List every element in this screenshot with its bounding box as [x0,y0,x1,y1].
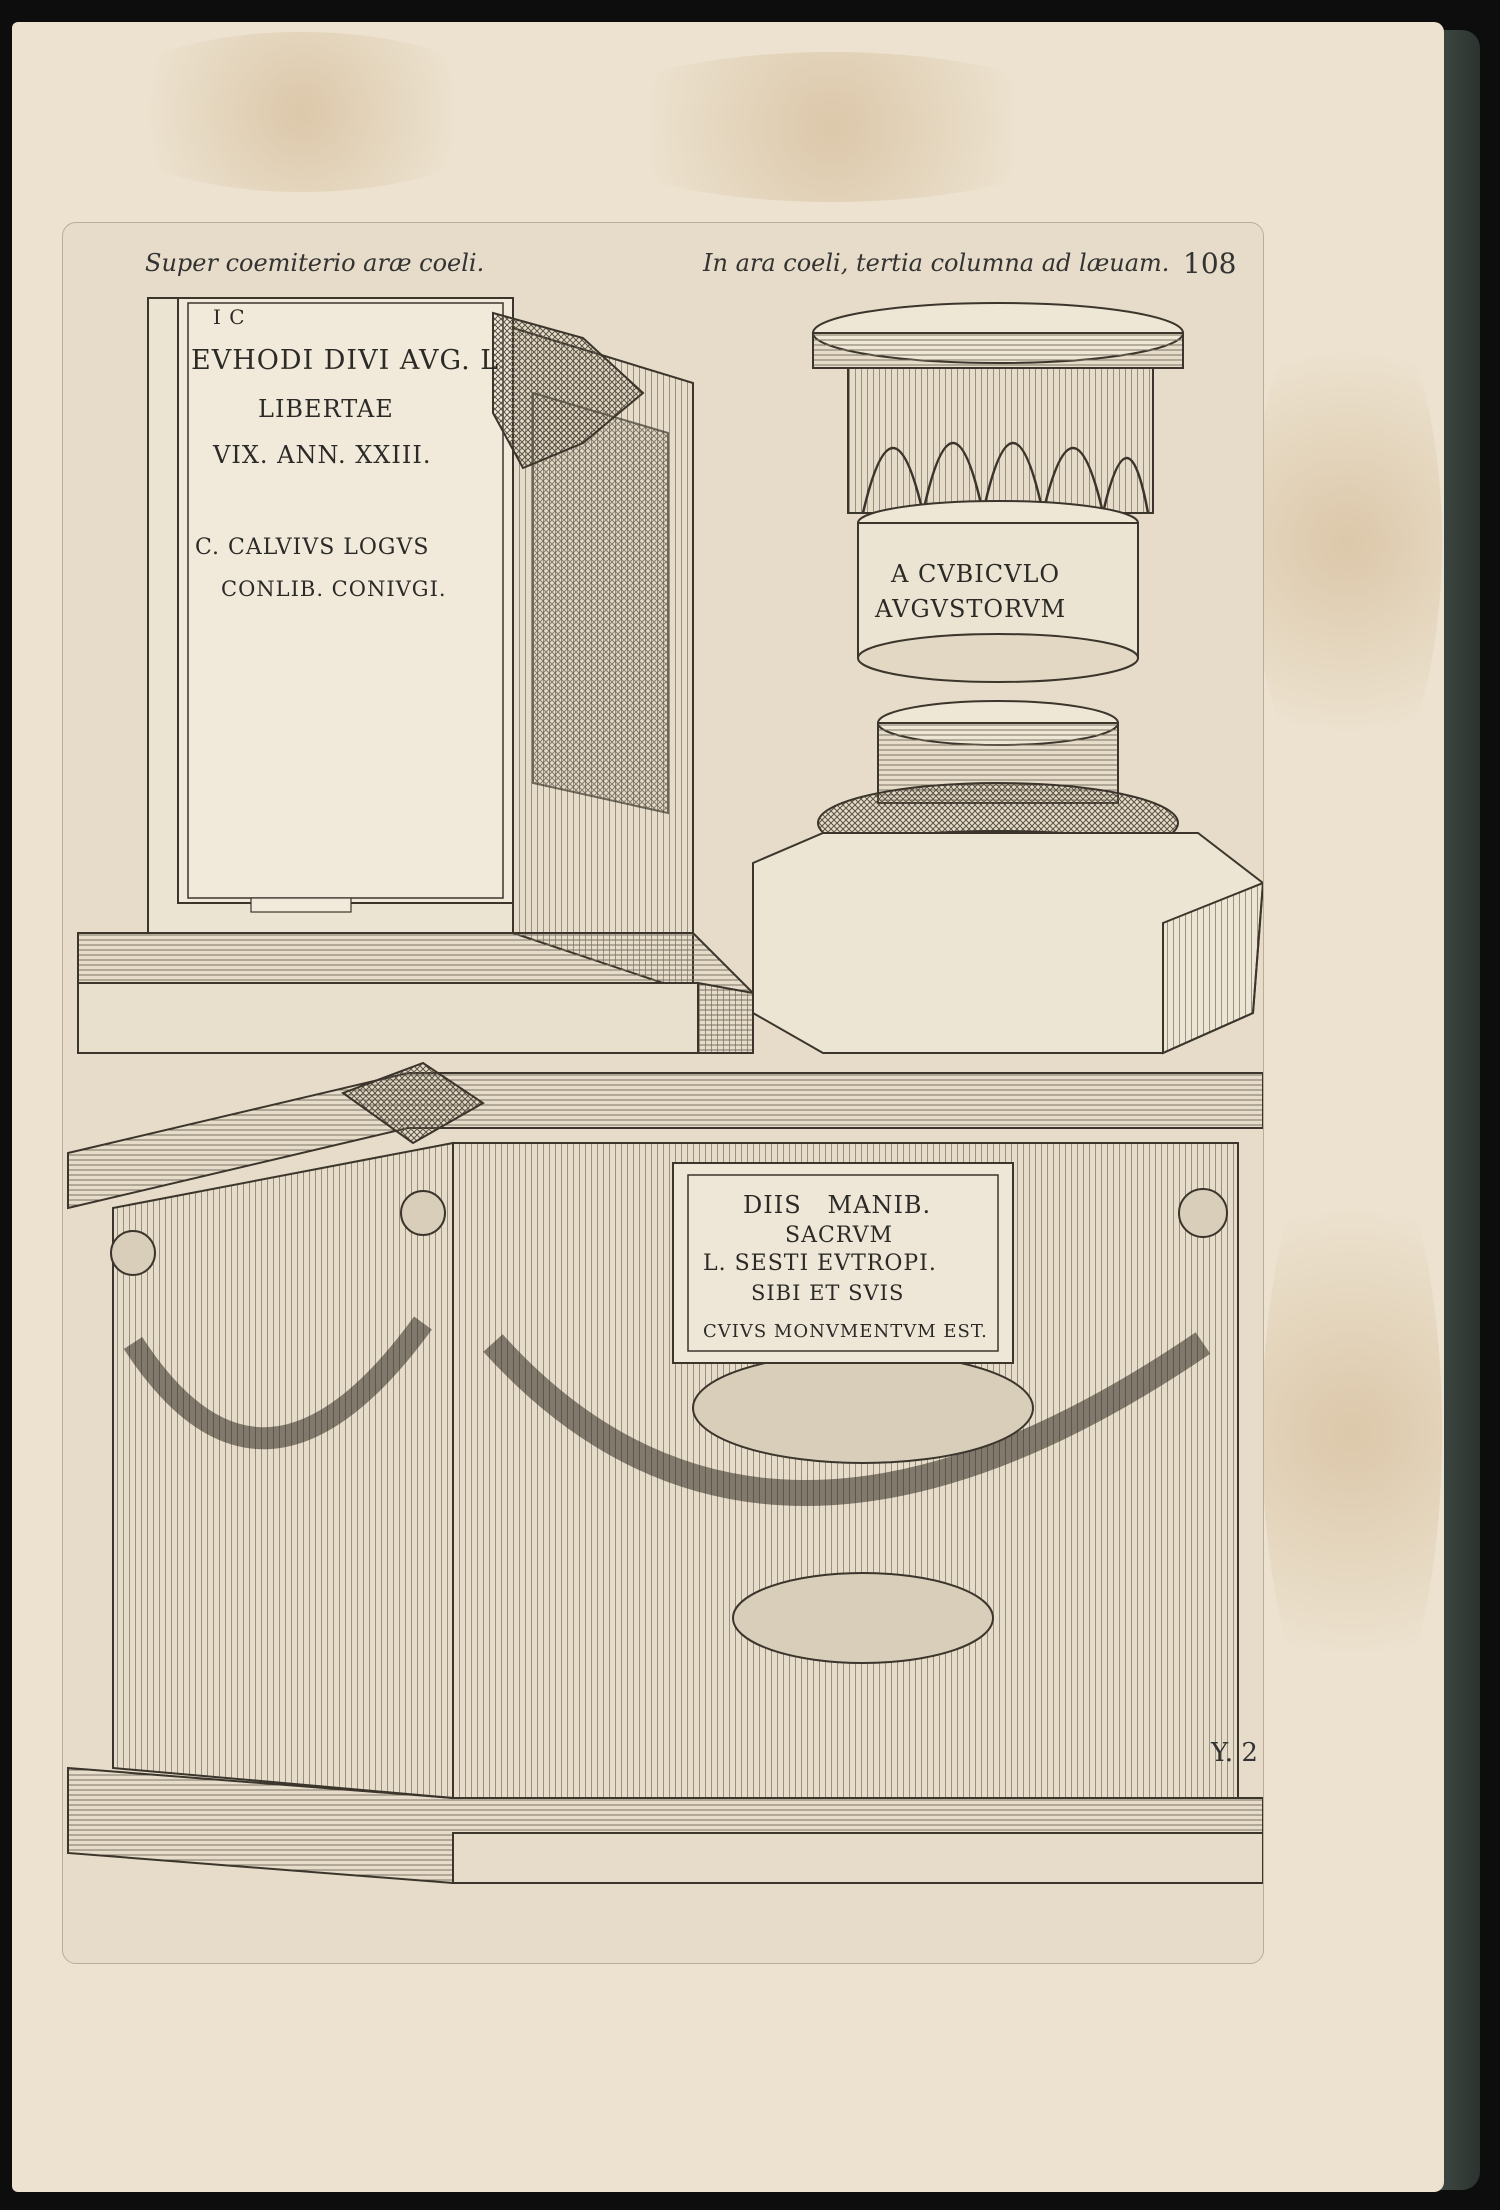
stele-drawing [78,298,753,1053]
engraving-illustration [63,223,1263,1963]
stele-inscription-line: C. CALVIVS LOGVS [195,535,430,560]
stele-inscription-line: LIBERTAE [258,395,394,423]
caption-right: In ara coeli, tertia columna ad læuam. [703,249,1170,277]
engraved-plate [62,222,1264,1964]
stele-inscription-line: CONLIB. CONIVGI. [221,577,447,601]
altar-inscription-line: L. SESTI EVTROPI. [703,1251,937,1276]
foxing-stain [572,52,1092,202]
foxing-stain [92,32,512,192]
altar-inscription-line: CVIVS MONVMENTVM EST. [703,1321,988,1342]
altar-inscription-line: DIIS MANIB. [743,1191,932,1219]
foxing-stain [1262,1122,1442,1742]
stele-inscription-line: VIX. ANN. XXIII. [213,441,432,469]
stele-inscription-line: EVHODI DIVI AVG. L [191,345,500,376]
book-page [12,22,1444,2192]
stele-top-fragment: I C [213,305,246,329]
caption-left: Super coemiterio aræ coeli. [145,249,485,277]
column-drawing [753,303,1263,1053]
altar-drawing [68,1063,1263,1883]
column-inscription-line: AVGVSTORVM [875,595,1067,623]
signature-mark: Y. 2 [1211,1738,1258,1768]
page-number: 108 [1183,247,1237,280]
foxing-stain [1252,282,1442,802]
column-inscription-line: A CVBICVLO [891,560,1061,588]
altar-inscription-line: SACRVM [785,1223,893,1248]
altar-inscription-line: SIBI ET SVIS [751,1281,905,1305]
